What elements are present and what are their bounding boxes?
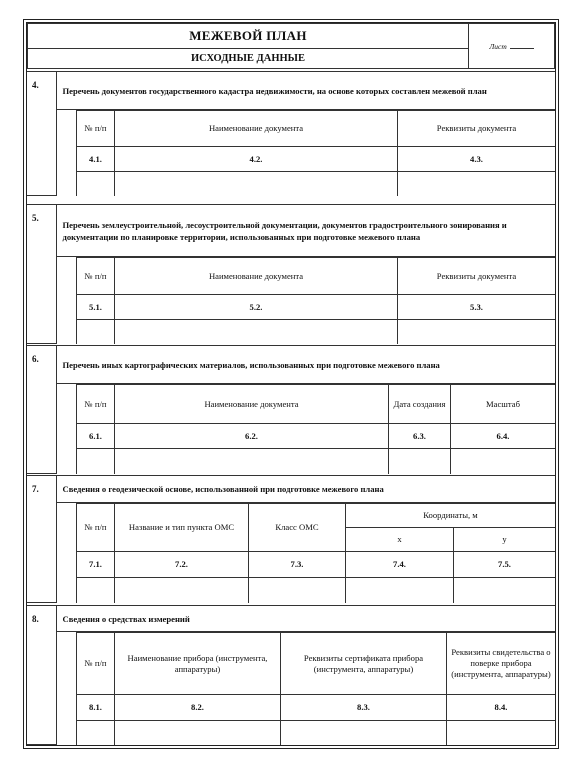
section-7 (27, 475, 555, 603)
column-header-details: Реквизиты документа (398, 111, 556, 147)
section-heading: Перечень иных картографических материалов, использованных при подготовке межевого плана (56, 346, 555, 384)
form-header (27, 23, 555, 69)
instruments-table (57, 632, 556, 745)
column-header-class: Класс ОМС (249, 504, 346, 552)
cell: 8.3. (281, 695, 447, 721)
cell: 8.2. (115, 695, 281, 721)
cell: 5.3. (398, 295, 556, 320)
column-header-verification: Реквизиты свидетельства о поверке прибора (инструмента, аппаратуры) (447, 633, 556, 695)
empty-cell[interactable] (115, 172, 398, 196)
table-row (57, 147, 556, 172)
column-header-no: № п/п (77, 258, 115, 295)
column-header-point: Название и тип пункта ОМС (115, 504, 249, 552)
cell: 4.3. (398, 147, 556, 172)
section-heading: Перечень землеустроительной, лесоустроительной документации, документов градостроительного зонирования и документации по планировке территории, использованных при подготовке межевого плана (56, 205, 555, 257)
section-number: 6. (27, 346, 56, 474)
section-heading: Перечень документов государственного кадастра недвижимости, на основе которых составлен межевой план (56, 72, 555, 110)
table-row (57, 695, 556, 721)
section-number: 7. (27, 476, 56, 603)
table-row (57, 295, 556, 320)
cell: 7.4. (346, 552, 454, 578)
documents-table (57, 257, 556, 344)
geodetic-table (57, 503, 556, 603)
empty-cell[interactable] (77, 320, 115, 344)
cell: 6.3. (389, 424, 451, 449)
empty-cell[interactable] (115, 320, 398, 344)
cell: 6.4. (451, 424, 556, 449)
cell: 4.1. (77, 147, 115, 172)
empty-cell[interactable] (454, 578, 556, 603)
column-header-coords: Координаты, м (346, 504, 556, 528)
empty-cell[interactable] (389, 449, 451, 474)
documents-table (57, 110, 556, 196)
sheet-label: Лист (489, 41, 507, 51)
empty-cell[interactable] (249, 578, 346, 603)
empty-row (57, 320, 556, 344)
column-header-details: Реквизиты документа (398, 258, 556, 295)
cell: 6.2. (115, 424, 389, 449)
cell: 8.4. (447, 695, 556, 721)
section-4 (27, 71, 555, 196)
empty-cell[interactable] (281, 721, 447, 745)
column-header-name: Наименование документа (115, 258, 398, 295)
form-subtitle: ИСХОДНЫЕ ДАННЫЕ (28, 49, 469, 69)
cell: 7.3. (249, 552, 346, 578)
empty-cell[interactable] (451, 449, 556, 474)
column-header-name: Наименование документа (115, 385, 389, 424)
empty-cell[interactable] (115, 721, 281, 745)
column-header-date: Дата создания (389, 385, 451, 424)
section-heading: Сведения о средствах измерений (56, 606, 555, 632)
section-8 (27, 605, 555, 745)
cell: 8.1. (77, 695, 115, 721)
section-number: 4. (27, 72, 56, 196)
table-row (57, 424, 556, 449)
empty-cell[interactable] (77, 578, 115, 603)
form-frame (26, 22, 556, 746)
section-6 (27, 345, 555, 474)
column-header-no: № п/п (77, 385, 115, 424)
empty-cell[interactable] (447, 721, 556, 745)
cell: 4.2. (115, 147, 398, 172)
sheet-number-line (510, 48, 534, 49)
column-header-device: Наименование прибора (инструмента, аппаратуры) (115, 633, 281, 695)
section-heading: Сведения о геодезической основе, использованной при подготовке межевого плана (56, 476, 555, 503)
empty-cell[interactable] (115, 578, 249, 603)
empty-row (57, 449, 556, 474)
cell: 7.5. (454, 552, 556, 578)
empty-cell[interactable] (77, 721, 115, 745)
cell: 5.1. (77, 295, 115, 320)
cell: 7.2. (115, 552, 249, 578)
cell: 6.1. (77, 424, 115, 449)
empty-row (57, 721, 556, 745)
column-header-no: № п/п (77, 633, 115, 695)
empty-cell[interactable] (346, 578, 454, 603)
sheet-number-field[interactable] (469, 24, 555, 69)
section-number: 5. (27, 205, 56, 344)
column-header-certificate: Реквизиты сертификата прибора (инструмента, аппаратуры) (281, 633, 447, 695)
section-5 (27, 204, 555, 344)
cell: 5.2. (115, 295, 398, 320)
section-number: 8. (27, 606, 56, 745)
table-row (57, 552, 556, 578)
maps-table (57, 384, 556, 474)
empty-row (57, 578, 556, 603)
empty-row (57, 172, 556, 196)
empty-cell[interactable] (77, 449, 115, 474)
cell: 7.1. (77, 552, 115, 578)
empty-cell[interactable] (398, 320, 556, 344)
column-header-x: x (346, 528, 454, 552)
column-header-no: № п/п (77, 111, 115, 147)
column-header-y: y (454, 528, 556, 552)
empty-cell[interactable] (115, 449, 389, 474)
empty-cell[interactable] (77, 172, 115, 196)
column-header-scale: Масштаб (451, 385, 556, 424)
form-title: МЕЖЕВОЙ ПЛАН (28, 24, 469, 49)
empty-cell[interactable] (398, 172, 556, 196)
column-header-no: № п/п (77, 504, 115, 552)
column-header-name: Наименование документа (115, 111, 398, 147)
